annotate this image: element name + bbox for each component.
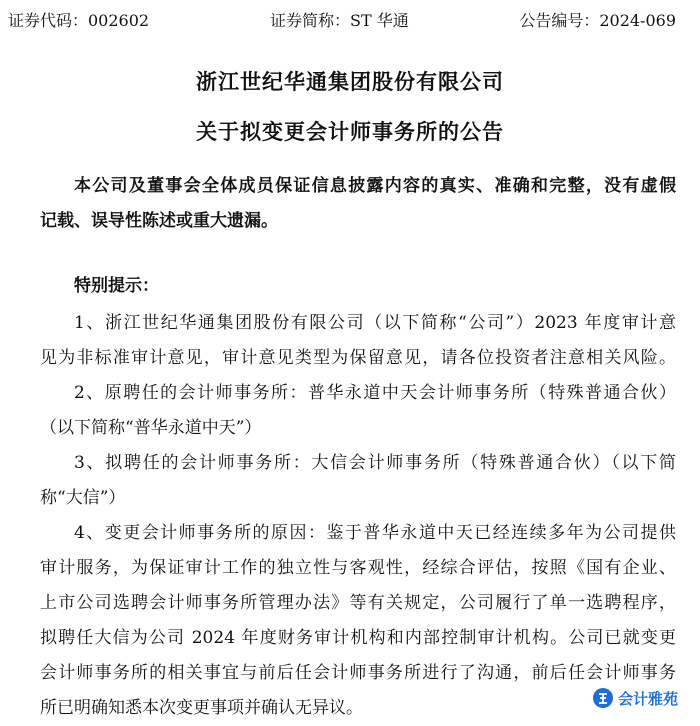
announcement-title: 关于拟变更会计师事务所的公告	[196, 119, 504, 144]
tip-item-line: 2、原聘任的会计师事务所：普华永道中天会计师事务所（特殊普通合伙）	[74, 383, 676, 403]
tip-item-line: 见为非标准审计意见，审计意见类型为保留意见，请各位投资者注意相关风险。	[40, 348, 676, 368]
announcement-number: 公告编号：2024-069	[519, 11, 676, 30]
tip-item-line: 审计服务，为保证审计工作的独立性与客观性，经综合评估，按照《国有企业、	[40, 558, 676, 578]
ji-logo-icon	[592, 687, 614, 709]
watermark	[592, 684, 678, 712]
special-tips-heading	[40, 269, 676, 304]
tip-item-line: 3、拟聘任的会计师事务所：大信会计师事务所（特殊普通合伙）（以下简	[74, 453, 676, 473]
tip-item-line: 所已明确知悉本次变更事项并确认无异议。	[40, 698, 363, 718]
header-row	[8, 8, 692, 32]
tip-item-line: 拟聘任大信为公司 2024 年度财务审计机构和内部控制审计机构。公司已就变更	[40, 628, 676, 648]
special-tips-label: 特别提示：	[74, 276, 159, 296]
tip-item-line: （以下简称“普华永道中天”）	[40, 418, 262, 438]
stock-code: 证券代码：002602	[8, 11, 150, 30]
tip-item-4	[40, 516, 679, 726]
tip-item-line: 1、浙江世纪华通集团股份有限公司（以下简称“公司”）2023 年度审计意	[74, 313, 676, 333]
board-notice	[40, 169, 676, 239]
tip-item-1	[40, 306, 676, 376]
tip-item-3	[40, 446, 676, 516]
stock-abbreviation: 证券简称：ST 华通	[270, 11, 409, 30]
board-notice-line: 本公司及董事会全体成员保证信息披露内容的真实、准确和完整，没有虚假	[74, 176, 676, 196]
tip-item-line: 上市公司选聘会计师事务所管理办法》等有关规定，公司履行了单一选聘程序，	[40, 593, 676, 613]
company-title: 浙江世纪华通集团股份有限公司	[196, 69, 504, 94]
tip-item-line: 会计师事务所的相关事宜与前后任会计师事务所进行了沟通，前后任会计师事务	[40, 663, 676, 683]
tip-item-2	[40, 376, 676, 446]
tip-item-line: 称“大信”）	[40, 488, 126, 508]
board-notice-line: 记载、误导性陈述或重大遗漏。	[40, 211, 278, 231]
tip-item-line: 4、变更会计师事务所的原因：鉴于普华永道中天已经连续多年为公司提供	[74, 523, 676, 543]
watermark-text: 会计雅苑	[618, 689, 679, 708]
